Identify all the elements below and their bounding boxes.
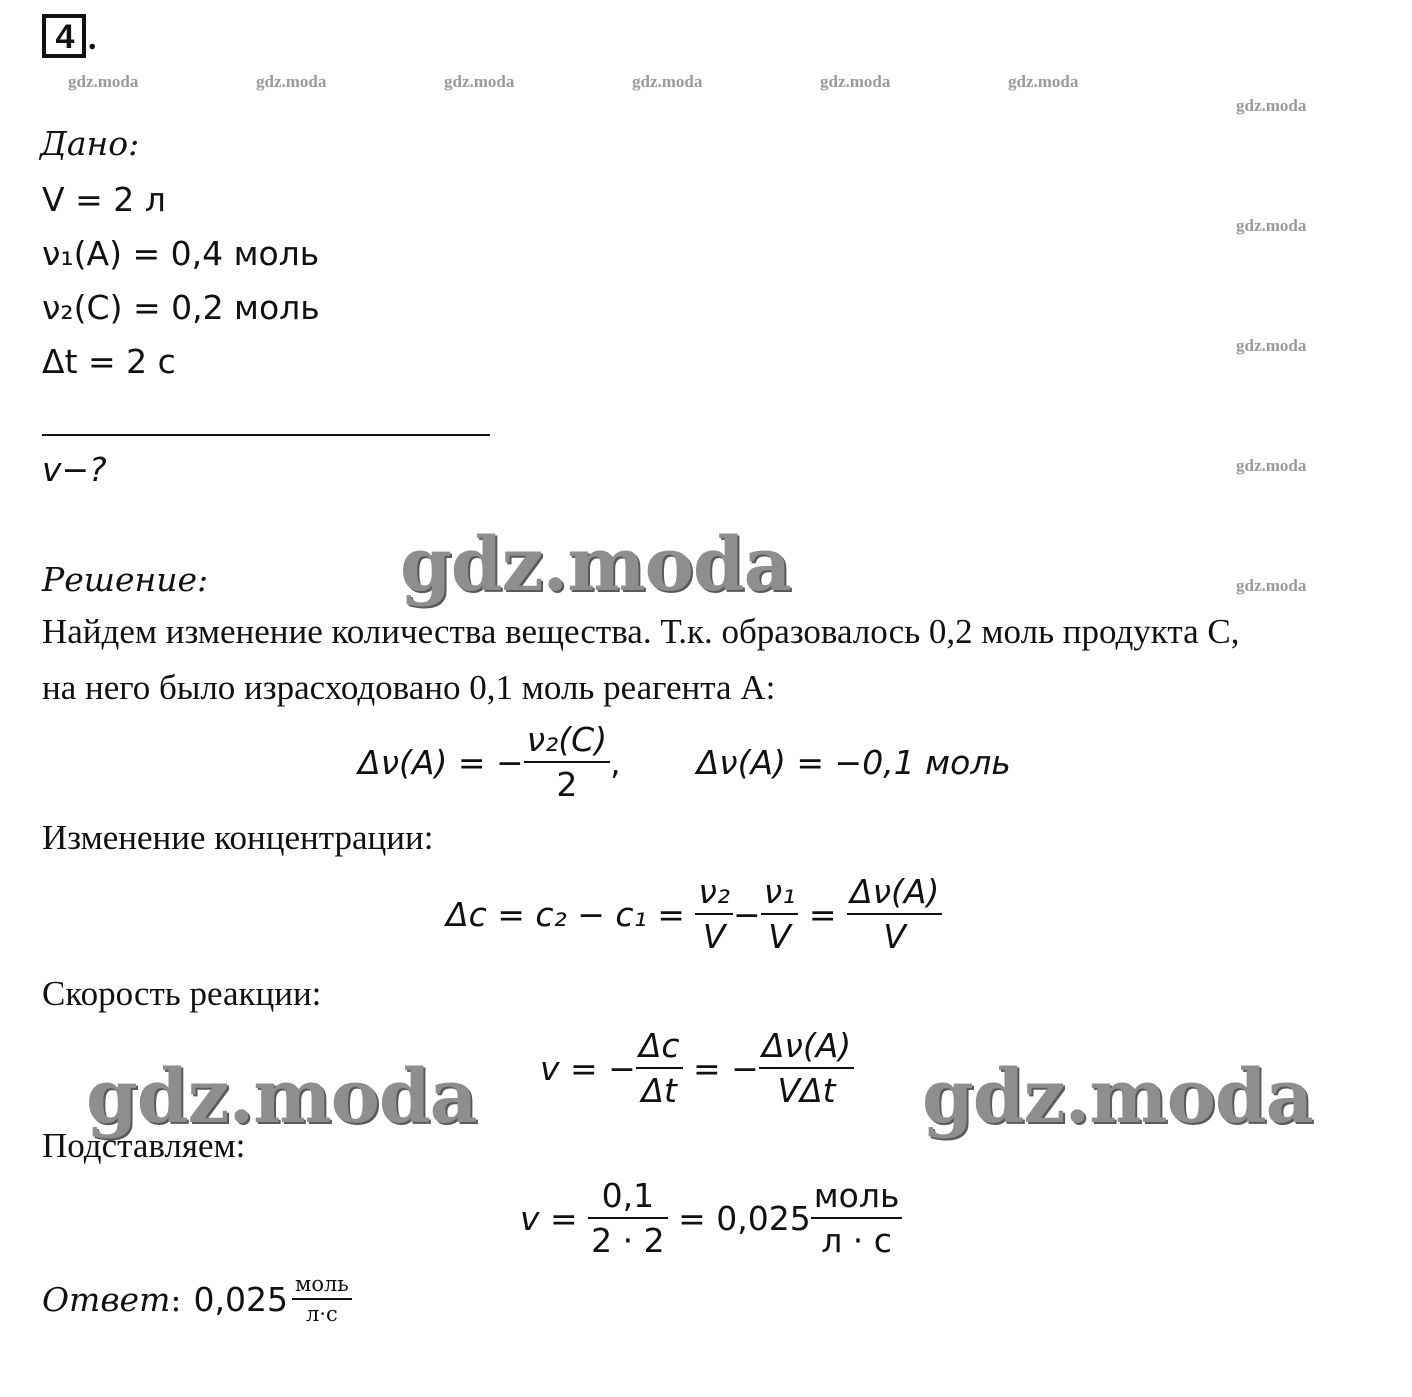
fraction-numerator: ν₁ [761,872,799,915]
fraction-denominator: V [702,917,726,956]
task-number: 4 [42,14,86,58]
given-line: Δt = 2 с [42,342,176,381]
equation-substitution [520,1176,902,1260]
fraction [524,720,610,804]
given-divider [42,434,490,436]
find-line: v−? [42,450,107,489]
watermark: gdz.moda [256,72,327,91]
fraction [847,872,942,956]
watermark: gdz.moda [1236,336,1307,355]
fraction-numerator: ν₂ [695,872,733,915]
fraction-denominator: VΔt [777,1071,836,1110]
eq-result: Δν(A) = −0,1 моль [696,742,1011,782]
fraction-numerator: Δν(A) [759,1026,854,1069]
answer-label: Ответ [42,1279,171,1319]
watermark-large: gdz.moda [922,1054,1313,1140]
solution-intro-line: на него было израсходовано 0,1 моль реагента А: [42,668,776,707]
watermark: gdz.moda [1236,216,1307,235]
fraction [588,1176,667,1260]
unit-numerator: моль [811,1176,903,1219]
eq-lhs: Δν(A) = − [358,742,524,782]
eq-lhs: v = − [540,1048,636,1088]
fraction-numerator: 0,1 [588,1176,667,1219]
fraction-denominator: Δt [641,1071,677,1110]
watermark: gdz.moda [444,72,515,91]
answer-unit [292,1272,352,1326]
fraction-denominator: 2 [556,765,578,804]
unit-denominator: л · с [821,1221,892,1260]
watermark: gdz.moda [1236,96,1307,115]
fraction-denominator: 2 · 2 [591,1221,665,1260]
given-line: ν₁(A) = 0,4 моль [42,234,320,273]
answer-value: 0,025 [193,1279,288,1319]
watermark: gdz.moda [820,72,891,91]
fraction [759,1026,854,1110]
equation-delta-nu [358,720,1011,804]
fraction-numerator: Δν(A) [847,872,942,915]
eq-operator: = [808,894,837,934]
watermark-large: gdz.moda [86,1054,477,1140]
watermark: gdz.moda [1236,576,1307,595]
answer-unit-denominator: л·с [305,1302,338,1326]
watermark: gdz.moda [1236,456,1307,475]
watermark-large: gdz.moda [400,522,791,608]
eq-lhs: Δc = c₂ − c₁ = [446,894,685,934]
given-heading: Дано: [40,124,140,163]
eq-operator: = − [693,1048,759,1088]
unit-fraction [811,1176,903,1260]
watermark: gdz.moda [68,72,139,91]
fraction [695,872,733,956]
given-line: V = 2 л [42,180,166,219]
answer-unit-numerator: моль [292,1272,352,1300]
watermark: gdz.moda [1008,72,1079,91]
eq-separator: , [610,742,621,782]
fraction-denominator: V [883,917,906,956]
equation-rate [540,1026,854,1110]
fraction-denominator: V [768,917,791,956]
rate-label: Скорость реакции: [42,974,322,1013]
fraction [761,872,799,956]
solution-intro-line: Найдем изменение количества вещества. Т.к. образовалось 0,2 моль продукта С, [42,612,1240,651]
task-number-dot: . [88,20,97,57]
eq-operator: − [733,894,761,934]
fraction-numerator: Δc [636,1026,683,1069]
eq-lhs: v = [520,1198,578,1238]
fraction-numerator: ν₂(C) [524,720,610,763]
solution-heading: Решение: [42,560,209,599]
given-line: ν₂(C) = 0,2 моль [42,288,320,327]
answer-colon: : [170,1279,182,1319]
eq-operator: = 0,025 [678,1198,811,1238]
watermark: gdz.moda [632,72,703,91]
substitute-label: Подставляем: [42,1126,246,1165]
equation-concentration [446,872,942,956]
concentration-label: Изменение концентрации: [42,818,434,857]
fraction [636,1026,683,1110]
answer-line [42,1272,352,1326]
